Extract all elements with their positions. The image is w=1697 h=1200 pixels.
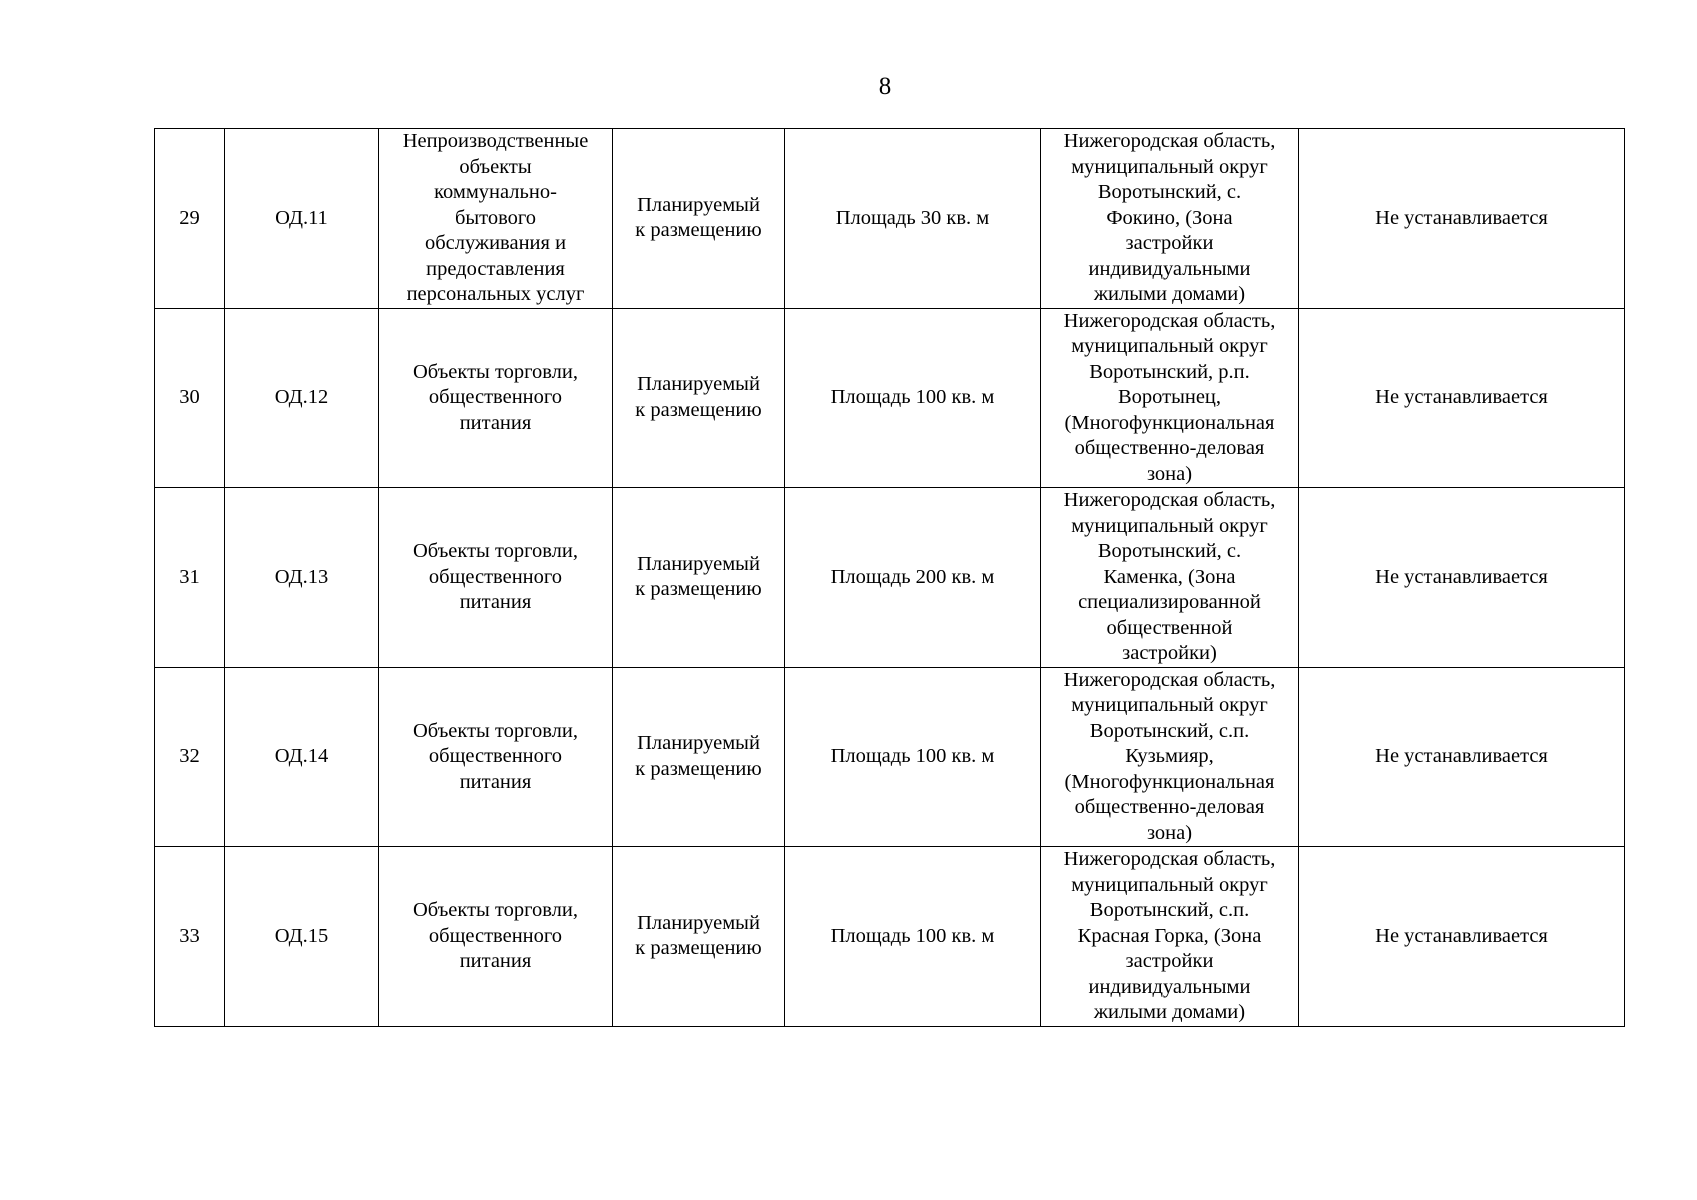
location-cell-line: муниципальный округ bbox=[1071, 873, 1268, 896]
characteristic-cell: Площадь 30 кв. м bbox=[785, 129, 1041, 309]
location-cell-line: специализированной bbox=[1078, 591, 1261, 613]
location-cell-line: общественной bbox=[1106, 616, 1233, 639]
location-cell-line: Воротынский, с.п. bbox=[1089, 899, 1250, 921]
location-cell-line: Нижегородская область, bbox=[1063, 309, 1276, 332]
object-code-cell: ОД.14 bbox=[225, 667, 379, 847]
characteristic-cell: Площадь 100 кв. м bbox=[785, 667, 1041, 847]
location-cell bbox=[1041, 847, 1299, 1027]
location-cell-line: жилыми домами) bbox=[1093, 283, 1246, 305]
location-cell-line: Кузьмияр, bbox=[1125, 745, 1214, 767]
location-cell-line: Нижегородская область, bbox=[1063, 489, 1276, 511]
status-cell-line: к размещению bbox=[635, 757, 762, 780]
object-name-cell-line: Непроизводственные bbox=[402, 130, 589, 152]
object-name-cell-line: обслуживания и bbox=[424, 232, 567, 254]
location-cell-line: Каменка, (Зона bbox=[1103, 565, 1236, 588]
location-cell-line: Воротынский, с. bbox=[1097, 540, 1242, 562]
object-name-cell-line: Объекты торговли, bbox=[412, 719, 579, 742]
status-cell-line: Планируемый bbox=[637, 732, 760, 755]
object-name-cell-line: Объекты торговли, bbox=[412, 540, 579, 562]
location-cell bbox=[1041, 667, 1299, 847]
object-name-cell-line: питания bbox=[459, 411, 532, 434]
row-number-cell: 32 bbox=[155, 667, 225, 847]
object-name-cell-line: Объекты торговли, bbox=[412, 360, 579, 383]
table-row bbox=[155, 667, 1625, 847]
characteristic-cell: Площадь 100 кв. м bbox=[785, 847, 1041, 1027]
location-cell bbox=[1041, 129, 1299, 309]
location-cell-line: Нижегородская область, bbox=[1063, 668, 1276, 691]
location-cell-line: муниципальный округ bbox=[1071, 335, 1268, 357]
location-cell-line: Воротынский, с.п. bbox=[1089, 719, 1250, 742]
object-name-cell-line: коммунально- bbox=[434, 181, 557, 203]
status-cell-line: Планируемый bbox=[637, 193, 760, 216]
location-cell-line: зона) bbox=[1146, 821, 1193, 844]
location-cell-line: Воротынский, с. bbox=[1097, 181, 1242, 203]
object-name-cell-line: общественного bbox=[428, 745, 563, 767]
location-cell-line: застройки) bbox=[1122, 642, 1217, 664]
location-cell-line: жилыми домами) bbox=[1093, 1001, 1246, 1023]
location-cell-line: Нижегородская область, bbox=[1063, 848, 1276, 870]
object-name-cell bbox=[379, 667, 613, 847]
table-row bbox=[155, 847, 1625, 1027]
status-cell-line: к размещению bbox=[635, 398, 762, 421]
location-cell-line: муниципальный округ bbox=[1071, 514, 1268, 537]
object-name-cell bbox=[379, 129, 613, 309]
status-cell-line: к размещению bbox=[635, 937, 762, 960]
status-cell-line: к размещению bbox=[635, 578, 762, 601]
location-cell-line: Воротынец, bbox=[1117, 386, 1222, 408]
status-cell bbox=[613, 129, 785, 309]
status-cell bbox=[613, 488, 785, 668]
location-cell-line: (Многофункциональная bbox=[1064, 411, 1275, 434]
status-cell-line: Планируемый bbox=[637, 911, 760, 934]
location-cell-line: застройки bbox=[1125, 232, 1214, 254]
location-cell-line: застройки bbox=[1125, 950, 1214, 972]
object-code-cell: ОД.11 bbox=[225, 129, 379, 309]
table-row bbox=[155, 488, 1625, 668]
table-row bbox=[155, 129, 1625, 309]
object-name-cell-line: питания bbox=[459, 950, 532, 972]
status-cell-line: Планируемый bbox=[637, 552, 760, 575]
object-code-cell: ОД.13 bbox=[225, 488, 379, 668]
object-name-cell-line: питания bbox=[459, 591, 532, 613]
location-cell-line: Нижегородская область, bbox=[1063, 130, 1276, 152]
location-cell-line: Воротынский, р.п. bbox=[1089, 360, 1250, 383]
characteristic-cell: Площадь 200 кв. м bbox=[785, 488, 1041, 668]
object-name-cell-line: Объекты торговли, bbox=[412, 899, 579, 921]
status-cell-line: Планируемый bbox=[637, 373, 760, 396]
object-name-cell bbox=[379, 488, 613, 668]
object-name-cell-line: общественного bbox=[428, 565, 563, 588]
row-number-cell: 33 bbox=[155, 847, 225, 1027]
row-number-cell: 31 bbox=[155, 488, 225, 668]
location-cell-line: Красная Горка, (Зона bbox=[1077, 924, 1262, 947]
table-row bbox=[155, 308, 1625, 488]
row-number-cell: 30 bbox=[155, 308, 225, 488]
table-body bbox=[155, 129, 1625, 1027]
zone-note-cell: Не устанавливается bbox=[1299, 847, 1625, 1027]
object-name-cell bbox=[379, 847, 613, 1027]
object-name-cell-line: питания bbox=[459, 770, 532, 793]
characteristic-cell: Площадь 100 кв. м bbox=[785, 308, 1041, 488]
object-name-cell-line: объекты bbox=[459, 155, 532, 178]
location-cell-line: Фокино, (Зона bbox=[1106, 206, 1233, 229]
zone-note-cell: Не устанавливается bbox=[1299, 488, 1625, 668]
location-cell bbox=[1041, 308, 1299, 488]
row-number-cell: 29 bbox=[155, 129, 225, 309]
objects-table bbox=[154, 128, 1625, 1027]
object-code-cell: ОД.12 bbox=[225, 308, 379, 488]
zone-note-cell: Не устанавливается bbox=[1299, 308, 1625, 488]
zone-note-cell: Не устанавливается bbox=[1299, 667, 1625, 847]
location-cell-line: муниципальный округ bbox=[1071, 155, 1268, 178]
object-name-cell-line: предоставления bbox=[426, 257, 565, 280]
object-name-cell-line: персональных услуг bbox=[406, 283, 585, 305]
status-cell bbox=[613, 847, 785, 1027]
location-cell bbox=[1041, 488, 1299, 668]
location-cell-line: (Многофункциональная bbox=[1064, 770, 1275, 793]
location-cell-line: индивидуальными bbox=[1088, 975, 1251, 998]
location-cell-line: общественно-деловая bbox=[1074, 437, 1265, 459]
object-code-cell: ОД.15 bbox=[225, 847, 379, 1027]
location-cell-line: зона) bbox=[1146, 462, 1193, 485]
object-name-cell-line: общественного bbox=[428, 924, 563, 947]
location-cell-line: общественно-деловая bbox=[1074, 796, 1265, 818]
status-cell bbox=[613, 667, 785, 847]
object-name-cell-line: общественного bbox=[428, 386, 563, 408]
page-number: 8 bbox=[878, 73, 892, 100]
status-cell bbox=[613, 308, 785, 488]
object-name-cell bbox=[379, 308, 613, 488]
status-cell-line: к размещению bbox=[635, 219, 762, 242]
object-name-cell-line: бытового bbox=[454, 206, 537, 229]
zone-note-cell: Не устанавливается bbox=[1299, 129, 1625, 309]
location-cell-line: муниципальный округ bbox=[1071, 694, 1268, 716]
location-cell-line: индивидуальными bbox=[1088, 257, 1251, 280]
